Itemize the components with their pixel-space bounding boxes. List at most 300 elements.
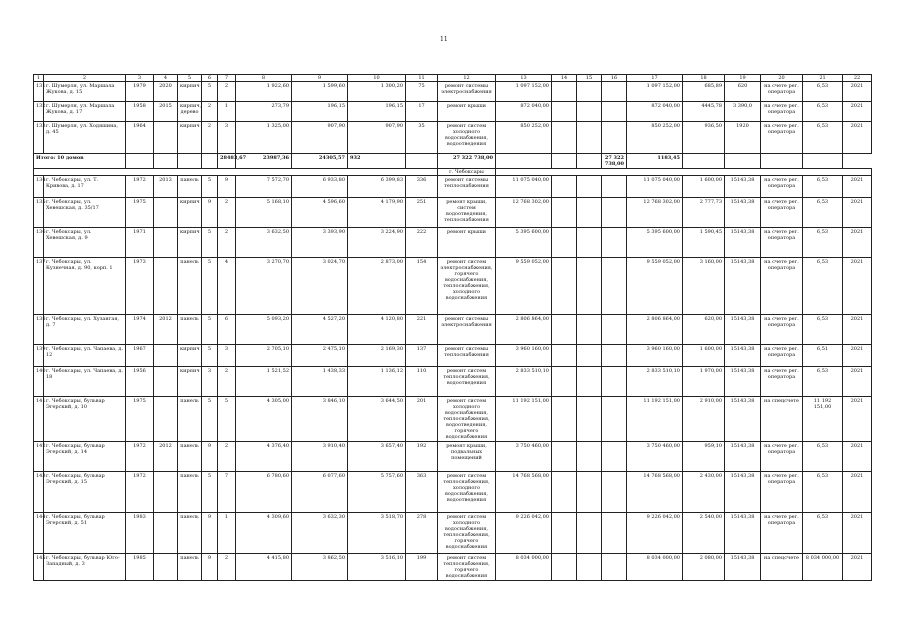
cell-a3: 196,15 [348,102,406,122]
cell-acc: на счете рег. оператора [761,442,803,472]
cell-addr: г. Чебоксары, ул. Чапаева, д. 12 [44,345,126,367]
cell-s19: 15143,38 [725,472,761,513]
cell-s19: 15143,38 [725,258,761,315]
cell-mat: панель [178,176,202,198]
cell-n: 144 [34,513,44,554]
cell-s17: 9 559 052,00 [627,258,683,315]
cell-fl: 2 [202,102,218,122]
cell-empty [602,228,627,258]
cell-work: ремонт крыши, систем водоотведения, теплоснабжения [438,198,496,228]
cell-a3: 5 757,60 [348,472,406,513]
cell-a1: 4 415,80 [236,554,292,581]
cell-fl: 5 [202,472,218,513]
column-number: 12 [438,75,496,82]
cell-res: 75 [406,82,438,102]
cell-empty [577,228,602,258]
cell-s18: 2 910,00 [683,397,725,442]
cell-acc: на счете рег. оператора [761,176,803,198]
cell-empty [602,122,627,154]
cell-fl: 5 [202,315,218,345]
cell-work: ремонт систем холодного водоснабжения, водоотведения [438,122,496,154]
column-number: 4 [154,75,178,82]
cell-en: 2 [218,82,236,102]
cell-s17: 11 192 151,00 [627,397,683,442]
cell-n: 133 [34,122,44,154]
cell-fl: 5 [202,397,218,442]
cell-y2: 2013 [154,176,178,198]
column-number: 19 [725,75,761,82]
cell-a1: 1 922,60 [236,82,292,102]
cell-rate: 6,53 [803,198,843,228]
cell-s19: 15143,38 [725,315,761,345]
cell-empty [552,198,577,228]
cell-empty [602,513,627,554]
cell-rate: 8 034 000,00 [803,554,843,581]
cell-a2: 3 393,90 [292,228,348,258]
cell-s18: 959,10 [683,442,725,472]
cell-a2: 6 933,80 [292,176,348,198]
cell-s17: 11 075 040,00 [627,176,683,198]
column-number: 6 [202,75,218,82]
cell-mat: панель [178,472,202,513]
cell-addr: г. Чебоксары, бульвар Эгерский, д. 14 [44,442,126,472]
cell-a3: 6 399,83 [348,176,406,198]
cell-a1: 2 705,10 [236,345,292,367]
column-number: 8 [236,75,292,82]
cell-s18: 1 600,00 [683,345,725,367]
column-number: 16 [602,75,627,82]
cell-sum: 850 252,00 [496,122,552,154]
cell-acc: на счете рег. оператора [761,102,803,122]
cell-en: 7 [218,472,236,513]
cell-s19: 15143,38 [725,513,761,554]
cell-empty [577,554,602,581]
cell-y2 [154,198,178,228]
total-a2: 23987,36 [236,154,292,169]
cell-work: ремонт систем теплоснабжения, водоотведения [438,367,496,397]
cell-en: 5 [218,397,236,442]
cell-empty [577,198,602,228]
cell-addr: г. Шумерля, ул. Маршала Жукова, д. 15 [44,82,126,102]
cell-sum: 2 806 864,00 [496,315,552,345]
cell-yr: 2021 [843,554,872,581]
column-number: 14 [552,75,577,82]
cell-work: ремонт системы электроснабжения [438,315,496,345]
cell-a3: 3 516,10 [348,554,406,581]
cell-n: 140 [34,367,44,397]
cell-y1: 1975 [126,198,154,228]
table-row [34,315,872,345]
cell-empty [602,367,627,397]
cell-n: 143 [34,472,44,513]
cell-work: ремонт крыши [438,228,496,258]
column-number: 21 [803,75,843,82]
cell-a2: 3 846,10 [292,397,348,442]
cell-a1: 3 632,50 [236,228,292,258]
cell-en: 2 [218,554,236,581]
cell-s19: 15143,38 [725,345,761,367]
cell-mat: кирпич [178,367,202,397]
cell-en: 1 [218,102,236,122]
cell-empty [602,442,627,472]
cell-res: 336 [406,176,438,198]
cell-s19: 15143,38 [725,367,761,397]
cell-s17: 2 833 510,10 [627,367,683,397]
cell-y1: 1972 [126,176,154,198]
cell-res: 137 [406,345,438,367]
cell-empty [803,154,843,169]
cell-y1: 1979 [126,82,154,102]
cell-s17: 850 252,00 [627,122,683,154]
cell-rate: 6,53 [803,367,843,397]
cell-acc: на спецсчете [761,397,803,442]
cell-a3: 3 657,40 [348,442,406,472]
cell-a3: 4 120,80 [348,315,406,345]
total-a3: 24305,57 [292,154,348,169]
cell-sum: 14 768 568,00 [496,472,552,513]
cell-empty [577,176,602,198]
cell-a2: 3 862,50 [292,554,348,581]
cell-empty [202,154,218,169]
cell-a1: 4 305,00 [236,397,292,442]
city-row [34,169,872,176]
cell-n: 132 [34,102,44,122]
cell-sum: 9 226 042,00 [496,513,552,554]
cell-fl: 3 [202,367,218,397]
table-body [34,75,872,581]
cell-work: ремонт крыши [438,102,496,122]
cell-empty [577,258,602,315]
table-row [34,176,872,198]
column-number: 17 [627,75,683,82]
cell-empty [577,315,602,345]
cell-y1: 1983 [126,513,154,554]
cell-mat: панель [178,513,202,554]
cell-yr: 2021 [843,345,872,367]
table-row [34,258,872,315]
cell-addr: г. Чебоксары, бульвар Эгерский, д. 10 [44,397,126,442]
cell-empty [552,554,577,581]
cell-empty [552,472,577,513]
cell-s17: 8 034 000,00 [627,554,683,581]
city-right-blank [496,169,872,176]
cell-y1: 1972 [126,442,154,472]
cell-n: 141 [34,397,44,442]
cell-a3: 2 169,30 [348,345,406,367]
cell-empty [577,513,602,554]
cell-fl: 5 [202,228,218,258]
cell-addr: г. Чебоксары, ул. Хевешская, д. 9 [44,228,126,258]
total-label: Итого: 10 домов [34,154,126,169]
cell-s17: 3 750 460,00 [627,442,683,472]
column-number: 3 [126,75,154,82]
cell-sum: 3 750 460,00 [496,442,552,472]
column-number: 1 [34,75,44,82]
cell-addr: г. Чебоксары, бульвар Эгерский, д. 51 [44,513,126,554]
table-row [34,198,872,228]
column-number-row [34,75,872,82]
cell-s17: 5 395 600,00 [627,228,683,258]
cell-empty [761,154,803,169]
cell-empty [552,176,577,198]
cell-empty [577,367,602,397]
total-s17: 27 322 738,00 [602,154,627,169]
cell-rate: 6,53 [803,315,843,345]
cell-work: ремонт системы электроснабжения [438,82,496,102]
cell-s17: 9 226 042,00 [627,513,683,554]
cell-empty [552,258,577,315]
cell-a1: 4 376,40 [236,442,292,472]
cell-yr: 2021 [843,198,872,228]
column-number: 10 [348,75,406,82]
cell-res: 363 [406,472,438,513]
table-row [34,442,872,472]
cell-empty [602,198,627,228]
cell-s19: 15143,38 [725,554,761,581]
cell-empty [552,102,577,122]
cell-s18: 4445,78 [683,102,725,122]
cell-mat: панель [178,554,202,581]
cell-work: ремонт систем холодного водоснабжения, теплоснабжения, водоотведения, горячего водоснабжения [438,397,496,442]
cell-a1: 3 270,70 [236,258,292,315]
cell-yr: 2021 [843,176,872,198]
cell-y2: 2020 [154,82,178,102]
cell-en: 6 [218,315,236,345]
cell-y2 [154,367,178,397]
cell-addr: г. Чебоксары, ул. Хузангая, д. 7 [44,315,126,345]
cell-addr: г. Чебоксары, бульвар Юго-Западный, д. 3 [44,554,126,581]
cell-rate: 6,51 [803,345,843,367]
cell-work: ремонт систем электроснабжения, горячего водоснабжения, теплоснабжения, холодного водоснабжения [438,258,496,315]
cell-y1: 1975 [126,397,154,442]
cell-a3: 4 179,90 [348,198,406,228]
table-row [34,345,872,367]
cell-a2: 3 632,30 [292,513,348,554]
column-number: 7 [218,75,236,82]
cell-a2: 4 596,60 [292,198,348,228]
cell-empty [577,122,602,154]
cell-rate: 6,53 [803,228,843,258]
city-left-blank [34,169,438,176]
cell-y1: 1985 [126,554,154,581]
cell-work: ремонт системы теплоснабжения [438,345,496,367]
cell-yr: 2021 [843,472,872,513]
cell-en: 2 [218,198,236,228]
cell-res: 201 [406,397,438,442]
cell-fl: 5 [202,82,218,102]
cell-sum: 3 960 160,00 [496,345,552,367]
cell-y2 [154,122,178,154]
cell-s17: 12 768 302,00 [627,198,683,228]
cell-s18: 2 777,73 [683,198,725,228]
cell-mat: кирпич [178,82,202,102]
cell-s17: 3 960 160,00 [627,345,683,367]
cell-s17: 2 806 864,00 [627,315,683,345]
cell-y2 [154,472,178,513]
cell-res: 221 [406,315,438,345]
cell-yr: 2021 [843,258,872,315]
cell-fl: 9 [202,554,218,581]
cell-s19: 3 390,0 [725,102,761,122]
cell-yr: 2021 [843,315,872,345]
repair-register-table [33,74,872,581]
cell-mat: кирпич [178,228,202,258]
page-number: 11 [440,36,448,43]
total-sum: 27 322 738,00 [438,154,496,169]
cell-a3: 907,90 [348,122,406,154]
cell-s19: 15143,38 [725,198,761,228]
cell-work: ремонт систем теплоснабжения, холодного водоснабжения, водоотведения [438,472,496,513]
cell-sum: 9 559 052,00 [496,258,552,315]
cell-empty [552,82,577,102]
cell-empty [602,345,627,367]
cell-s19: 15143,38 [725,176,761,198]
cell-a2: 6 077,60 [292,472,348,513]
table-row [34,82,872,102]
cell-rate: 6,53 [803,258,843,315]
cell-res: 192 [406,442,438,472]
cell-a1: 5 168,10 [236,198,292,228]
cell-empty [577,472,602,513]
cell-res: 251 [406,198,438,228]
cell-en: 3 [218,345,236,367]
cell-y2 [154,258,178,315]
cell-acc: на счете рег. оператора [761,198,803,228]
cell-addr: г. Чебоксары, бульвар Эгерский, д. 15 [44,472,126,513]
cell-res: 222 [406,228,438,258]
cell-y2: 2012 [154,442,178,472]
cell-y1: 1972 [126,472,154,513]
cell-acc: на счете рег. оператора [761,513,803,554]
cell-a2: 1 438,33 [292,367,348,397]
cell-n: 134 [34,176,44,198]
cell-a3: 3 224,90 [348,228,406,258]
total-s18: 1183,45 [627,154,683,169]
cell-y2: 2012 [154,315,178,345]
cell-mat: панель [178,315,202,345]
cell-yr: 2021 [843,367,872,397]
cell-a3: 1 300,20 [348,82,406,102]
cell-empty [602,554,627,581]
cell-acc: на счете рег. оператора [761,367,803,397]
cell-sum: 872 040,00 [496,102,552,122]
cell-rate: 6,53 [803,472,843,513]
cell-res: 110 [406,367,438,397]
cell-rate: 11 192 151,00 [803,397,843,442]
cell-sum: 12 768 302,00 [496,198,552,228]
cell-s17: 872 040,00 [627,102,683,122]
cell-fl: 5 [202,176,218,198]
column-number: 15 [577,75,602,82]
total-a1: 28483,67 [218,154,236,169]
cell-y1: 1974 [126,315,154,345]
cell-empty [552,345,577,367]
cell-res: 278 [406,513,438,554]
cell-en: 2 [218,367,236,397]
cell-a2: 196,15 [292,102,348,122]
column-number: 18 [683,75,725,82]
cell-acc: на счете рег. оператора [761,82,803,102]
cell-rate: 6,53 [803,176,843,198]
cell-acc: на счете рег. оператора [761,345,803,367]
cell-s19: 15143,38 [725,442,761,472]
cell-y2 [154,228,178,258]
cell-a1: 6 780,60 [236,472,292,513]
cell-mat: кирпич [178,345,202,367]
cell-addr: г. Шумерля, ул. Ходяшина, д. 45 [44,122,126,154]
cell-a2: 1 599,60 [292,82,348,102]
cell-empty [552,513,577,554]
cell-sum: 11 192 151,00 [496,397,552,442]
cell-empty [602,397,627,442]
table-row [34,554,872,581]
cell-n: 145 [34,554,44,581]
cell-addr: г. Чебоксары, ул. Чапаева, д. 18 [44,367,126,397]
cell-n: 142 [34,442,44,472]
column-number: 2 [44,75,126,82]
cell-empty [602,102,627,122]
cell-yr: 2021 [843,82,872,102]
cell-sum: 2 833 510,10 [496,367,552,397]
cell-sum: 8 034 000,00 [496,554,552,581]
cell-res: 35 [406,122,438,154]
cell-s19: 620 [725,82,761,102]
cell-s19: 1920 [725,122,761,154]
cell-addr: г. Чебоксары, ул. Кузнечная, д. 90, корп. 1 [44,258,126,315]
cell-s18: 1 970,00 [683,367,725,397]
cell-acc: на счете рег. оператора [761,228,803,258]
cell-empty [602,315,627,345]
column-number: 22 [843,75,872,82]
cell-a3: 3 644,50 [348,397,406,442]
cell-empty [602,472,627,513]
cell-s18: 936,50 [683,122,725,154]
cell-s18: 685,89 [683,82,725,102]
cell-empty [552,367,577,397]
cell-yr: 2021 [843,397,872,442]
cell-empty [552,442,577,472]
table-row [34,228,872,258]
cell-y2 [154,513,178,554]
cell-a1: 4 309,60 [236,513,292,554]
cell-a1: 273,79 [236,102,292,122]
cell-s17: 1 097 152,00 [627,82,683,102]
cell-mat: кирпич, дерево [178,102,202,122]
cell-acc: на счете рег. оператора [761,315,803,345]
cell-empty [602,258,627,315]
cell-s18: 1 600,00 [683,176,725,198]
cell-mat: панель [178,258,202,315]
cell-addr: г. Чебоксары, ул. Т. Кривова, д. 17 [44,176,126,198]
cell-work: ремонт крыши, подвальных помещений [438,442,496,472]
cell-addr: г. Чебоксары, ул. Хевешская, д. 35/17 [44,198,126,228]
cell-work: ремонт системы теплоснабжения [438,176,496,198]
cell-acc: на счете рег. оператора [761,122,803,154]
cell-a1: 1 521,52 [236,367,292,397]
cell-empty [577,345,602,367]
cell-y1: 1964 [126,122,154,154]
total-res: 932 [348,154,406,169]
city-label: г. Чебоксары [438,169,496,176]
cell-fl: 9 [202,442,218,472]
cell-empty [602,82,627,102]
cell-yr: 2021 [843,513,872,554]
cell-s18: 3 160,00 [683,258,725,315]
cell-work: ремонт систем теплоснабжения, горячего водоснабжения [438,554,496,581]
cell-mat: панель [178,442,202,472]
cell-empty [725,154,761,169]
cell-a2: 907,90 [292,122,348,154]
